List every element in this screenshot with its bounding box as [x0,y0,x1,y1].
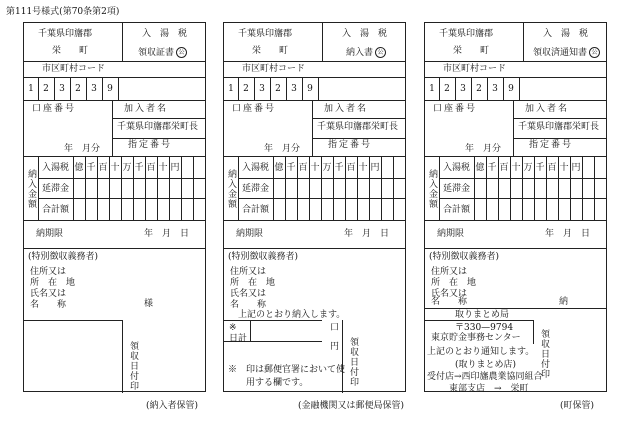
name-label-1: 氏名又は [230,289,267,299]
keeper-note: (金融機関又は郵便局保管) [298,401,405,411]
tax-name: 入 湯 税 [142,29,188,39]
code-digit: 9 [508,84,514,94]
account-label: 口座番号 [32,104,77,114]
summary-office-label: 取りまとめ局 [455,310,510,320]
code-digit: 3 [59,84,65,94]
designated-label: 指定番号 [328,140,373,150]
official-seal-icon: 公 [375,47,386,58]
code-digit: 1 [28,84,34,94]
office-name: 千葉県印旛郡 [38,29,93,39]
payment-note: 上記のとおり納入します。 [238,310,346,320]
receipt-date-stamp-label: 領収日付印 [348,337,358,387]
code-digit: 2 [75,84,81,94]
unit-label: 万 [122,163,132,173]
address-label-2: 所 在 地 [431,278,477,288]
tax-name: 入 湯 税 [543,29,589,39]
savings-center: 東京貯金事務センター [431,333,521,343]
name-label-2: 名 称 [230,300,267,310]
deadline-label: 納期限 [36,229,64,239]
row-label-total: 合計額 [242,205,270,215]
subscriber-label: 加入者名 [324,104,369,114]
unit-label: 千 [334,163,344,173]
tax-name: 入 湯 税 [342,29,388,39]
subscriber-name: 千葉県印旛郡栄町長 [117,122,199,132]
subscriber-label: 加入者名 [525,104,570,114]
amount-label: 納入金額 [427,169,437,209]
account-label: 口座番号 [433,104,478,114]
deadline-label: 納期限 [236,229,264,239]
address-label-1: 住所又は [30,267,67,277]
unit-label: 十 [559,163,569,173]
address-label-2: 所 在 地 [230,278,276,288]
doc-title: 納入書 公 [346,47,386,58]
code-digit: 3 [91,84,97,94]
subscriber-name: 千葉県印旛郡栄町長 [518,122,600,132]
postal-code: 〒330—9794 [455,323,514,333]
designated-label: 指定番号 [128,140,173,150]
town-name: 栄 町 [453,46,490,56]
amount-label: 納入金額 [226,169,236,209]
name-label-2: 名 称 [30,300,67,310]
unit-label: 十 [110,163,120,173]
code-digit: 3 [460,84,466,94]
unit-label: 円 [370,163,380,173]
code-digit: 2 [43,84,49,94]
row-label-total: 合計額 [443,205,471,215]
code-digit: 2 [243,84,249,94]
code-digit: 3 [291,84,297,94]
code-label: 市区町村コード [42,64,106,74]
receipt-notice-form [424,22,607,392]
honorific: 様 [144,299,154,309]
receipt-date-stamp-label: 領収日付印 [128,341,138,391]
unit-label: 千 [535,163,545,173]
month-label: 年 月分 [64,144,101,154]
unit-label: 万 [523,163,533,173]
code-digit: 2 [476,84,482,94]
row-label-total: 合計額 [42,205,70,215]
name-label-1: 氏名又は [431,289,468,299]
receipt-date-stamp-label: 領収日付印 [539,329,549,379]
deadline-date: 年 月 日 [545,229,591,239]
code-label: 市区町村コード [242,64,306,74]
route-line-1: 受付店→西印旛農業協同組合 [427,372,543,382]
code-digit: 1 [429,84,435,94]
payment-slip-form [223,22,406,392]
unit-label: 百 [298,163,308,173]
unit-label: 十 [511,163,521,173]
unit-label: 百 [547,163,557,173]
unit-label: 億 [475,163,485,173]
address-label-1: 住所又は [230,267,267,277]
unit-label: 十 [158,163,168,173]
row-label-late-fee: 延滞金 [242,184,270,194]
amount-label: 納入金額 [26,169,36,209]
route-line-2: 東部支店 → 栄町 [449,384,529,394]
town-name: 栄 町 [252,46,289,56]
unit-label: 百 [346,163,356,173]
month-label: 年 月分 [465,144,502,154]
month-label: 年 月分 [264,144,301,154]
unit-label: 円 [170,163,180,173]
deadline-date: 年 月 日 [344,229,390,239]
subscriber-name: 千葉県印旛郡栄町長 [317,122,399,132]
unit-label: 億 [274,163,284,173]
code-label: 市区町村コード [443,64,507,74]
code-digit: 3 [492,84,498,94]
official-seal-icon: 公 [589,47,600,58]
code-digit: 9 [107,84,113,94]
deadline-label: 納期限 [437,229,465,239]
footnote-line-1: ※ 印は郵便官署において使 [228,365,346,375]
address-label-2: 所 在 地 [30,278,76,288]
deadline-date: 年 月 日 [144,229,190,239]
code-digit: 1 [228,84,234,94]
unit-label: 千 [134,163,144,173]
row-label-late-fee: 延滞金 [443,184,471,194]
obligor-title: (特別徴収義務者) [228,252,299,262]
row-label-tax: 入湯税 [242,163,270,173]
obligor-title: (特別徴収義務者) [429,252,500,262]
office-name: 千葉県印旛郡 [238,29,293,39]
code-digit: 9 [307,84,313,94]
collecting-branch: (取りまとめ店) [455,360,517,370]
unit-label: 億 [74,163,84,173]
unit-label: 百 [499,163,509,173]
daily-total-label: 日計 [229,334,248,344]
unit-label: 十 [310,163,320,173]
doc-title: 領収証書 公 [138,47,187,58]
honorific: 納 [559,297,569,307]
code-digit: 2 [275,84,281,94]
address-label-1: 住所又は [431,267,468,277]
name-label-2: 名 称 [431,297,468,307]
footnote-line-2: 用する欄です。 [246,378,309,388]
row-label-late-fee: 延滞金 [42,184,70,194]
unit-label: 十 [358,163,368,173]
code-digit: 2 [444,84,450,94]
subscriber-label: 加入者名 [124,104,169,114]
unit-label: 万 [322,163,332,173]
keeper-note: (町保管) [560,401,595,411]
unit-label: 千 [487,163,497,173]
designated-label: 指定番号 [529,140,574,150]
count-unit: 口 [330,323,340,333]
form-number-header: 第111号様式(第70条第2項) [6,7,120,17]
obligor-title: (特別徴収義務者) [28,252,99,262]
name-label-1: 氏名又は [30,289,67,299]
unit-label: 千 [86,163,96,173]
code-digit: 3 [259,84,265,94]
unit-label: 千 [286,163,296,173]
mark-symbol: ※ [229,323,237,333]
unit-label: 百 [146,163,156,173]
town-name: 栄 町 [52,46,89,56]
row-label-tax: 入湯税 [42,163,70,173]
doc-title: 領収済通知書 公 [533,47,600,58]
office-name: 千葉県印旛郡 [439,29,494,39]
unit-label: 百 [98,163,108,173]
official-seal-icon: 公 [176,47,187,58]
receipt-form [23,22,206,392]
unit-label: 円 [571,163,581,173]
keeper-note: (納入者保管) [146,401,199,411]
yen-unit: 円 [330,342,340,352]
notice-note: 上記のとおり通知します。 [427,347,535,357]
account-label: 口座番号 [232,104,277,114]
row-label-tax: 入湯税 [443,163,471,173]
